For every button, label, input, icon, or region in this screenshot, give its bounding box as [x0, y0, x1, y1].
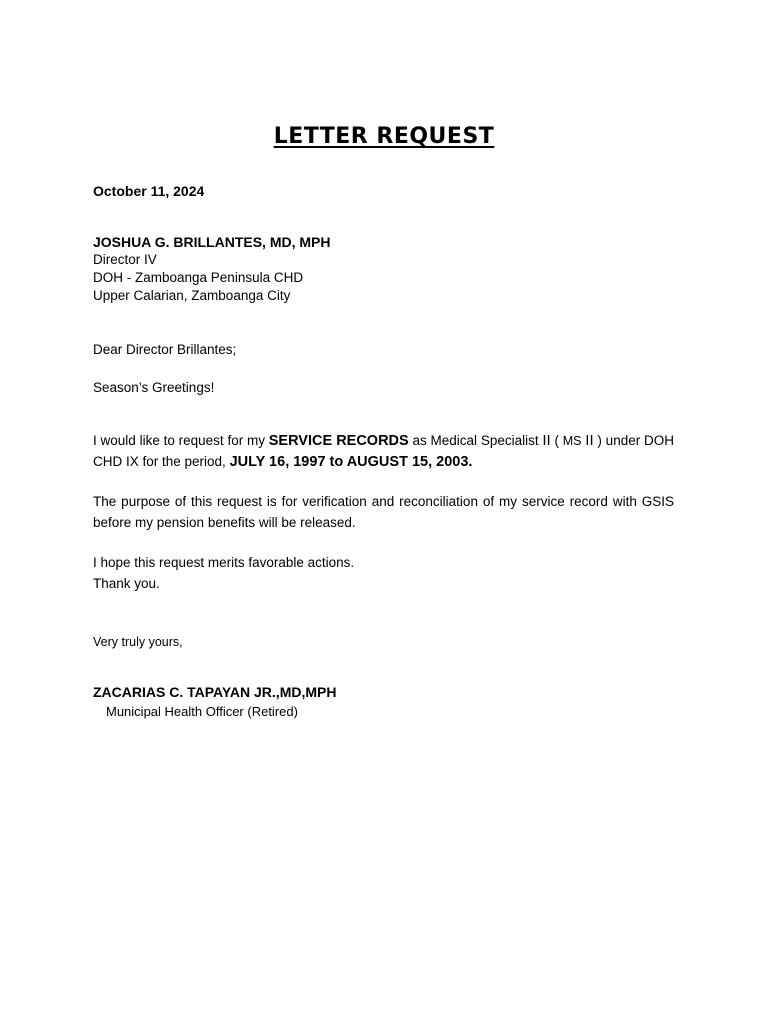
recipient-address: Upper Calarian, Zamboanga City: [93, 288, 291, 303]
signer-name: ZACARIAS C. TAPAYAN JR.,MD,MPH: [93, 684, 337, 700]
period-emphasis: JULY 16, 1997 to AUGUST 15, 2003.: [229, 453, 473, 470]
roman-numeral-1: II: [542, 432, 551, 449]
signer-title: Municipal Health Officer (Retired): [106, 704, 298, 719]
letter-title: LETTER REQUEST: [273, 124, 495, 149]
recipient-name: JOSHUA G. BRILLANTES, MD, MPH: [93, 234, 331, 250]
roman-numeral-2: II: [585, 432, 594, 449]
letter-date: October 11, 2024: [93, 183, 205, 199]
service-records-emphasis: SERVICE RECORDS: [268, 433, 409, 449]
closing-paragraph: [93, 553, 674, 594]
request-text-5: ) under DOH CHD IX for the period,: [93, 433, 674, 469]
request-text-1: I would like to request for my: [93, 433, 269, 448]
greeting: Season’s Greetings!: [93, 380, 215, 395]
ms-abbreviation: MS: [562, 434, 582, 448]
closing-paragraph-line-2: Thank you.: [93, 575, 160, 591]
purpose-paragraph: The purpose of this request is for verification and reconciliation of my service record with GSIS before my pension benefits will be released.: [93, 494, 674, 530]
salutation: Dear Director Brillantes;: [93, 342, 237, 357]
recipient-position: Director IV: [93, 252, 157, 267]
request-text-3: (: [550, 433, 563, 448]
recipient-office: DOH - Zamboanga Peninsula CHD: [93, 270, 304, 285]
request-paragraph: [93, 431, 674, 472]
request-text-2: as Medical Specialist: [408, 433, 543, 448]
closing-paragraph-line-1: I hope this request merits favorable actions.: [93, 555, 355, 570]
complimentary-close: Very truly yours,: [93, 635, 183, 649]
